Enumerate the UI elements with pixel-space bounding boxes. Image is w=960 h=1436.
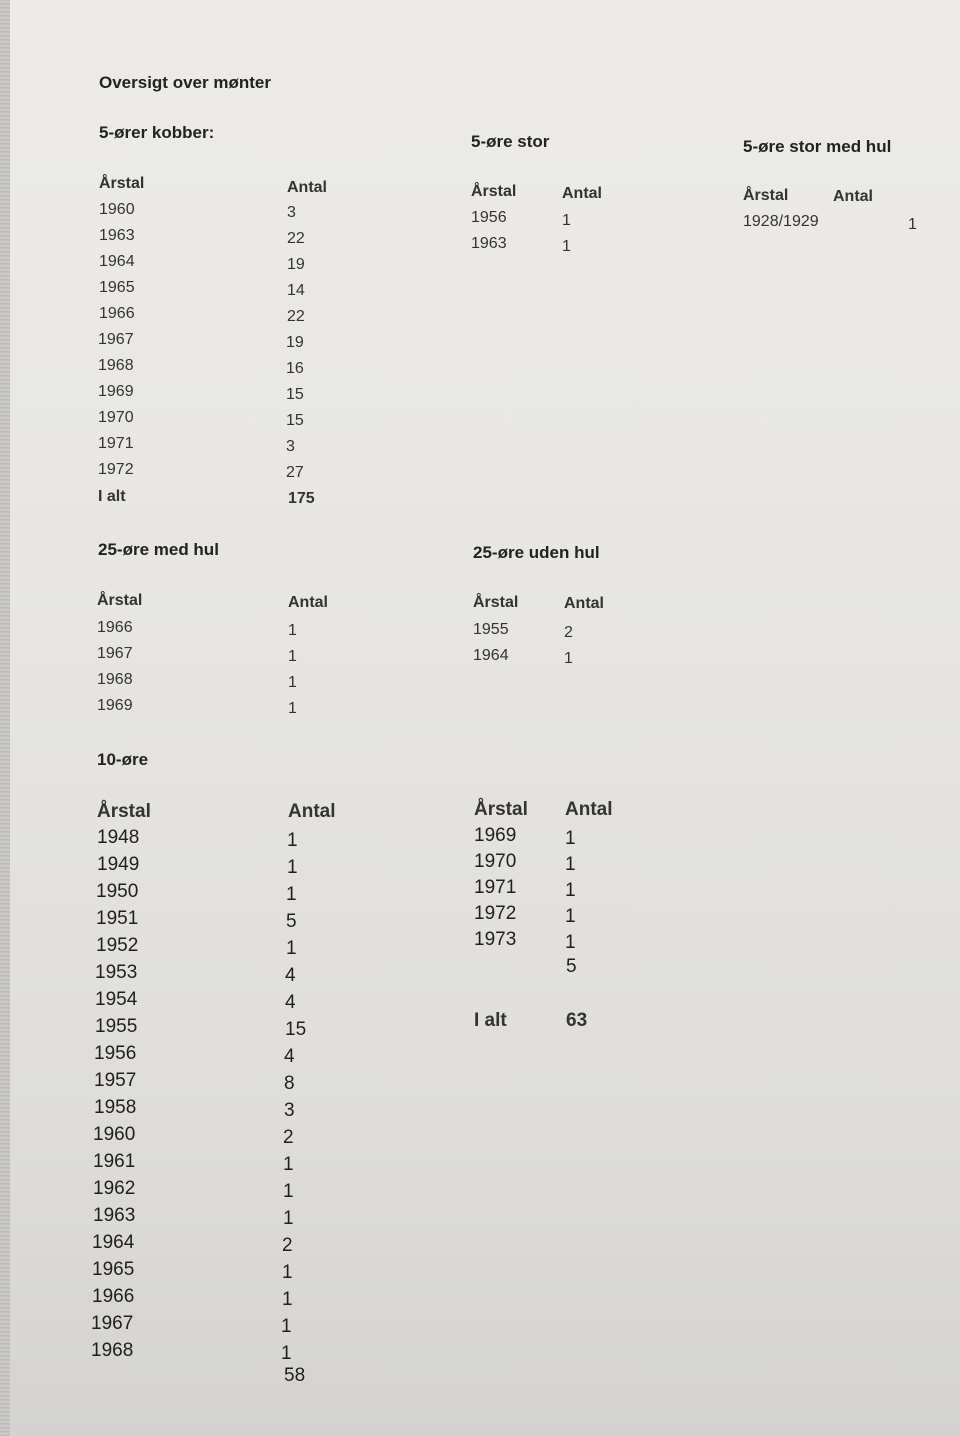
row-count: 1 [283, 1154, 294, 1175]
row-count: 3 [284, 1100, 295, 1121]
row-year: 1957 [94, 1070, 137, 1091]
row-count: 1 [288, 700, 297, 717]
col-header-count: Antal [564, 595, 604, 612]
row-year: 1966 [92, 1286, 135, 1307]
row-year: 1966 [99, 305, 135, 322]
row-year: 1968 [98, 357, 134, 374]
row-count: 1 [565, 906, 576, 927]
row-year: 1969 [474, 825, 517, 846]
row-year: 1951 [96, 908, 139, 929]
row-year: 1966 [97, 619, 133, 636]
total-label: I alt [474, 1010, 507, 1031]
col-header-count: Antal [288, 594, 328, 611]
row-count: 1 [287, 830, 298, 851]
row-year: 1964 [99, 253, 135, 270]
row-count: 1 [908, 216, 917, 233]
row-year: 1960 [93, 1124, 136, 1145]
row-year: 1972 [474, 903, 517, 924]
col-header-year: Årstal [743, 187, 789, 204]
row-count: 19 [286, 334, 304, 351]
row-year: 1960 [99, 201, 135, 218]
document-title: Oversigt over mønter [99, 73, 271, 92]
row-count: 1 [282, 1262, 293, 1283]
row-year: 1971 [474, 877, 517, 898]
row-count: 3 [287, 204, 296, 221]
row-year: 1965 [92, 1259, 135, 1280]
section-title-5-stor: 5-øre stor [471, 132, 550, 151]
col-header-count: Antal [562, 185, 602, 202]
row-year: 1948 [97, 827, 140, 848]
section-title-25-hul: 25-øre med hul [98, 540, 219, 559]
row-year: 1964 [92, 1232, 135, 1253]
row-year: 1963 [93, 1205, 136, 1226]
row-year: 1968 [97, 671, 133, 688]
row-count: 16 [286, 360, 304, 377]
row-count: 1 [281, 1343, 292, 1364]
row-year: 1971 [98, 435, 134, 452]
col-header-year: Årstal [97, 801, 151, 822]
row-year: 1961 [93, 1151, 136, 1172]
row-count: 27 [286, 464, 304, 481]
subtotal-right: 5 [566, 956, 577, 977]
row-count: 1 [562, 212, 571, 229]
row-count: 2 [564, 624, 573, 641]
row-count: 3 [286, 438, 295, 455]
col-header-year-right: Årstal [474, 799, 528, 820]
row-year: 1969 [98, 383, 134, 400]
row-count: 22 [287, 230, 305, 247]
row-year: 1958 [94, 1097, 137, 1118]
row-year: 1970 [474, 851, 517, 872]
row-count: 15 [286, 386, 304, 403]
row-count: 2 [283, 1127, 294, 1148]
row-count: 1 [283, 1208, 294, 1229]
row-count: 1 [283, 1181, 294, 1202]
row-count: 1 [282, 1289, 293, 1310]
row-year: 1955 [95, 1016, 138, 1037]
row-year: 1953 [95, 962, 138, 983]
col-header-year: Årstal [97, 592, 143, 609]
row-count: 1 [565, 828, 576, 849]
row-count: 1 [565, 880, 576, 901]
row-year: 1956 [94, 1043, 137, 1064]
row-count: 1 [288, 648, 297, 665]
row-count: 1 [281, 1316, 292, 1337]
row-year: 1964 [473, 647, 509, 664]
row-year: 1967 [98, 331, 134, 348]
row-count: 1 [562, 238, 571, 255]
row-year: 1954 [95, 989, 138, 1010]
row-count: 2 [282, 1235, 293, 1256]
row-year: 1969 [97, 697, 133, 714]
col-header-count: Antal [288, 801, 336, 822]
subtotal-left: 58 [284, 1365, 306, 1386]
section-title-10: 10-øre [97, 750, 149, 769]
row-count: 1 [286, 884, 297, 905]
section-title-5-stor-hul: 5-øre stor med hul [743, 137, 892, 156]
row-year: 1967 [97, 645, 133, 662]
row-year: 1928/1929 [743, 213, 819, 230]
row-year: 1952 [96, 935, 139, 956]
col-header-count: Antal [287, 179, 327, 196]
section-title-5-kobber: 5-ører kobber: [99, 123, 215, 142]
total-label: I alt [98, 488, 126, 505]
row-year: 1973 [474, 929, 517, 950]
row-count: 4 [285, 965, 296, 986]
col-header-count: Antal [833, 188, 873, 205]
row-count: 22 [287, 308, 305, 325]
row-year: 1967 [91, 1313, 134, 1334]
row-count: 1 [565, 854, 576, 875]
row-count: 1 [288, 674, 297, 691]
row-count: 5 [286, 911, 297, 932]
row-year: 1962 [93, 1178, 136, 1199]
row-year: 1968 [91, 1340, 134, 1361]
paper-edge [0, 0, 10, 1436]
col-header-year: Årstal [471, 183, 517, 200]
total-value: 175 [288, 490, 315, 507]
row-year: 1956 [471, 209, 507, 226]
row-year: 1950 [96, 881, 139, 902]
col-header-year: Årstal [99, 175, 145, 192]
row-year: 1972 [98, 461, 134, 478]
col-header-year: Årstal [473, 594, 519, 611]
row-count: 1 [564, 650, 573, 667]
row-count: 19 [287, 256, 305, 273]
row-count: 4 [284, 1046, 295, 1067]
row-year: 1963 [99, 227, 135, 244]
row-year: 1965 [99, 279, 135, 296]
col-header-count-right: Antal [565, 799, 613, 820]
row-count: 1 [287, 857, 298, 878]
total-value: 63 [566, 1010, 588, 1031]
row-count: 15 [285, 1019, 307, 1040]
row-count: 4 [285, 992, 296, 1013]
row-count: 1 [286, 938, 297, 959]
section-title-25-uden: 25-øre uden hul [473, 543, 600, 562]
row-count: 1 [565, 932, 576, 953]
row-count: 8 [284, 1073, 295, 1094]
row-count: 15 [286, 412, 304, 429]
row-year: 1949 [97, 854, 140, 875]
row-count: 14 [287, 282, 305, 299]
row-year: 1970 [98, 409, 134, 426]
row-year: 1955 [473, 621, 509, 638]
row-year: 1963 [471, 235, 507, 252]
row-count: 1 [288, 622, 297, 639]
